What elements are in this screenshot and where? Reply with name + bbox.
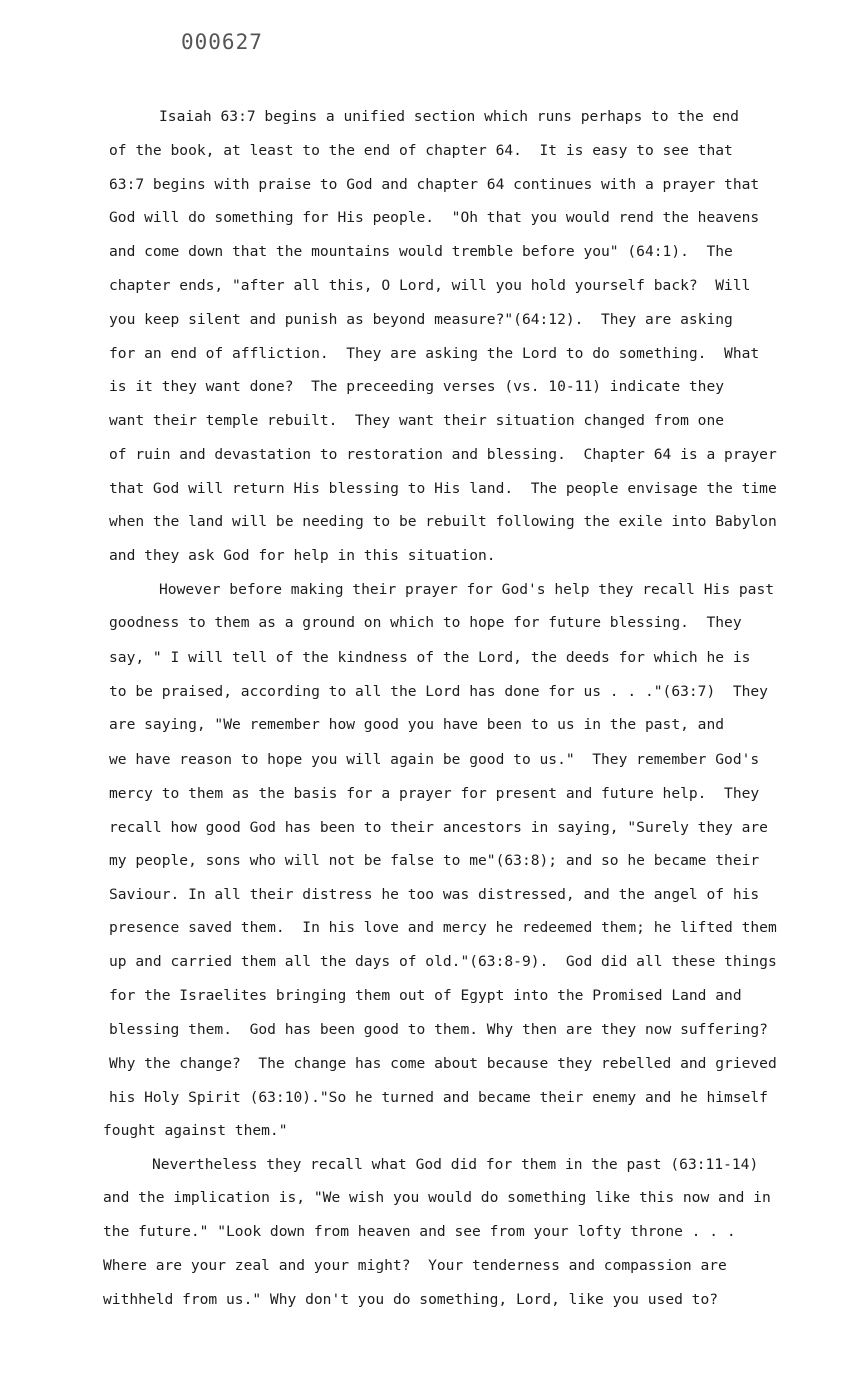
text-line: However before making their prayer for God's help they recall His past bbox=[159, 581, 775, 598]
text-line: for an end of affliction. They are asking the Lord to do something. What bbox=[109, 345, 760, 362]
text-line: Isaiah 63:7 begins a unified section which runs perhaps to the end bbox=[159, 108, 739, 125]
text-line: Nevertheless they recall what God did for them in the past (63:11-14) bbox=[152, 1156, 759, 1173]
page-number: 000627 bbox=[181, 30, 263, 54]
text-line: Where are your zeal and your might? Your tenderness and compassion are bbox=[103, 1257, 727, 1274]
text-line: are saying, "We remember how good you have been to us in the past, and bbox=[109, 716, 725, 733]
text-line: God will do something for His people. "Oh that you would rend the heavens bbox=[109, 209, 760, 226]
text-line: Why the change? The change has come about because they rebelled and grieved bbox=[109, 1055, 777, 1072]
text-line: 63:7 begins with praise to God and chapter 64 continues with a prayer that bbox=[109, 176, 760, 193]
text-line: of ruin and devastation to restoration and blessing. Chapter 64 is a prayer bbox=[109, 446, 777, 463]
text-line: presence saved them. In his love and mercy he redeemed them; he lifted them bbox=[109, 919, 777, 936]
text-line: when the land will be needing to be rebuilt following the exile into Babylon bbox=[109, 513, 777, 530]
text-line: we have reason to hope you will again be good to us." They remember God's bbox=[109, 751, 760, 768]
text-line: blessing them. God has been good to them. Why then are they now suffering? bbox=[109, 1021, 768, 1038]
text-line: my people, sons who will not be false to me"(63:8); and so he became their bbox=[109, 852, 760, 869]
text-line: that God will return His blessing to His land. The people envisage the time bbox=[109, 480, 777, 497]
text-line: withheld from us." Why don't you do something, Lord, like you used to? bbox=[103, 1291, 719, 1308]
text-line: the future." "Look down from heaven and see from your lofty throne . . . bbox=[103, 1223, 736, 1240]
text-line: Saviour. In all their distress he too was distressed, and the angel of his bbox=[109, 886, 760, 903]
text-line: chapter ends, "after all this, O Lord, will you hold yourself back? Will bbox=[109, 277, 751, 294]
text-line: and come down that the mountains would tremble before you" (64:1). The bbox=[109, 243, 733, 260]
text-line: is it they want done? The preceeding verses (vs. 10-11) indicate they bbox=[109, 378, 725, 395]
text-line: to be praised, according to all the Lord has done for us . . ."(63:7) They bbox=[109, 683, 768, 700]
text-line: want their temple rebuilt. They want their situation changed from one bbox=[109, 412, 725, 429]
text-line: and the implication is, "We wish you would do something like this now and in bbox=[103, 1189, 771, 1206]
text-line: up and carried them all the days of old."(63:8-9). God did all these things bbox=[109, 953, 777, 970]
text-line: you keep silent and punish as beyond measure?"(64:12). They are asking bbox=[109, 311, 733, 328]
text-line: recall how good God has been to their ancestors in saying, "Surely they are bbox=[109, 819, 768, 836]
text-line: his Holy Spirit (63:10)."So he turned and became their enemy and he himself bbox=[109, 1089, 768, 1106]
text-line: and they ask God for help in this situation. bbox=[109, 547, 496, 564]
text-line: goodness to them as a ground on which to hope for future blessing. They bbox=[109, 614, 742, 631]
text-line: for the Israelites bringing them out of Egypt into the Promised Land and bbox=[109, 987, 742, 1004]
text-line: of the book, at least to the end of chapter 64. It is easy to see that bbox=[109, 142, 733, 159]
text-line: mercy to them as the basis for a prayer for present and future help. They bbox=[109, 785, 760, 802]
text-line: say, " I will tell of the kindness of the Lord, the deeds for which he is bbox=[109, 649, 751, 666]
text-line: fought against them." bbox=[103, 1122, 288, 1139]
